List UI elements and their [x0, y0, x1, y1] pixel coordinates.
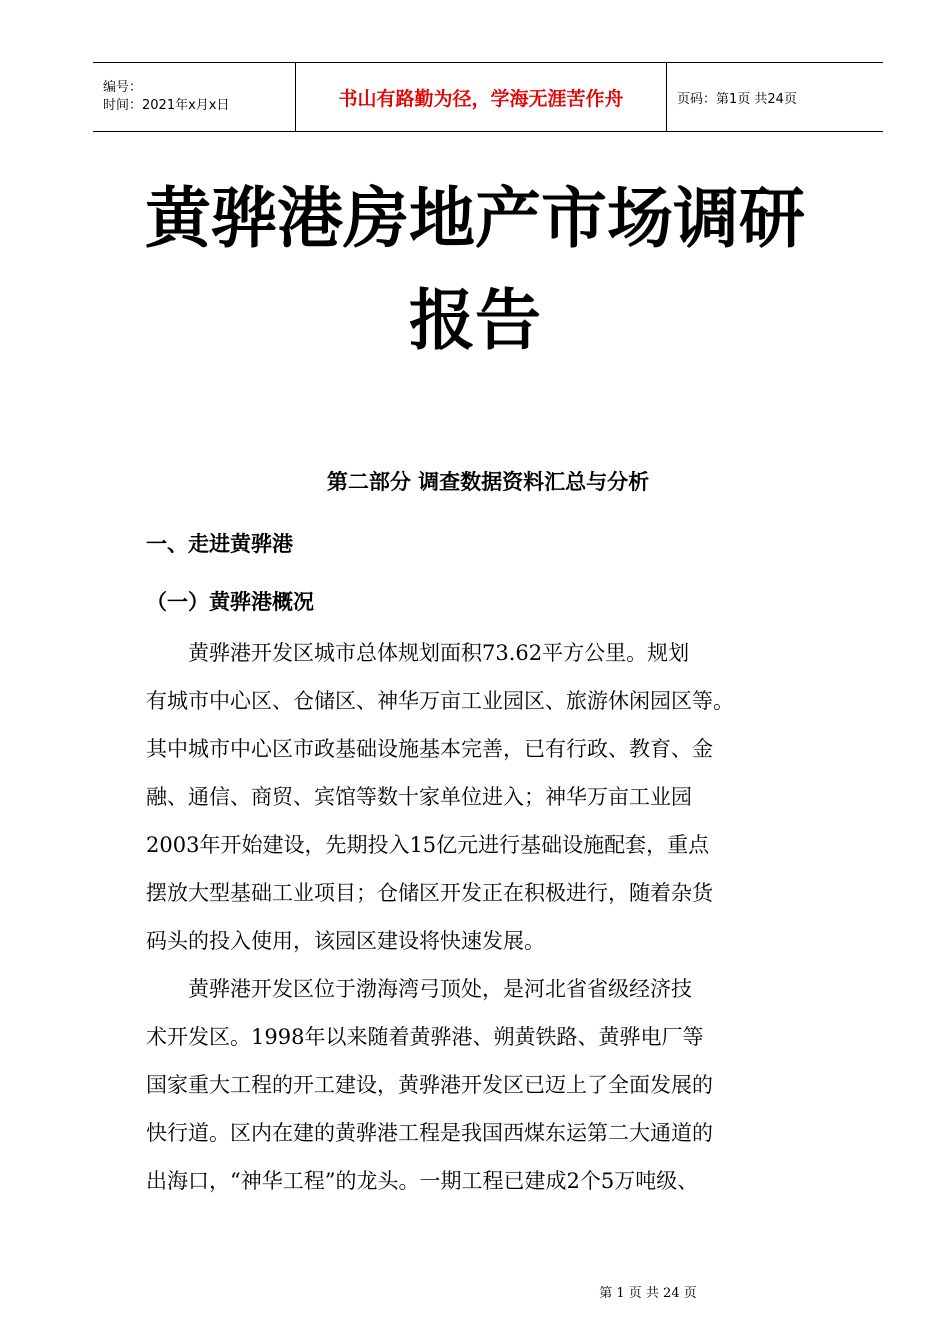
- page-footer: 第 1 页 共 24 页: [599, 1286, 697, 1301]
- paragraph-line: 其中城市中心区市政基础设施基本完善，已有行政、教育、金: [146, 737, 713, 761]
- header-page-info: [667, 63, 883, 131]
- time-label: 时间：2021年x月x日: [103, 98, 230, 113]
- title-line-2: 报告: [409, 282, 541, 359]
- title-line-1: 黄骅港房地产市场调研: [145, 180, 805, 257]
- page-header: [93, 62, 883, 132]
- paragraph-line: 融、通信、商贸、宾馆等数十家单位进入；神华万亩工业园: [146, 785, 692, 809]
- number-label: 编号：: [103, 80, 143, 95]
- paragraph-line: 术开发区。1998年以来随着黄骅港、朔黄铁路、黄骅电厂等: [146, 1025, 704, 1049]
- paragraph-line: 2003年开始建设，先期投入15亿元进行基础设施配套，重点: [146, 833, 710, 857]
- paragraph-line: 国家重大工程的开工建设，黄骅港开发区已迈上了全面发展的: [146, 1073, 713, 1097]
- header-motto: [295, 63, 667, 131]
- paragraph-line: 出海口，“神华工程”的龙头。一期工程已建成2个5万吨级、: [146, 1169, 699, 1193]
- paragraph-1: [146, 629, 846, 965]
- paragraph-line: 快行道。区内在建的黄骅港工程是我国西煤东运第二大通道的: [146, 1121, 713, 1145]
- page-info-text: 页码：第1页 共24页: [677, 91, 797, 107]
- paragraph-line: 码头的投入使用，该园区建设将快速发展。: [146, 929, 545, 953]
- heading-level-1: 一、走进黄骅港: [146, 532, 293, 556]
- document-title: [0, 168, 950, 372]
- section-title: 第二部分 调查数据资料汇总与分析: [326, 470, 650, 494]
- paragraph-line: 摆放大型基础工业项目；仓储区开发正在积极进行，随着杂货: [146, 881, 713, 905]
- header-meta: [93, 63, 295, 131]
- paragraph-line: 黄骅港开发区位于渤海湾弓顶处，是河北省省级经济技: [146, 977, 692, 1001]
- motto-text: 书山有路勤为径，学海无涯苦作舟: [338, 87, 624, 110]
- heading-level-2: （一）黄骅港概况: [146, 590, 314, 614]
- paragraph-line: 有城市中心区、仓储区、神华万亩工业园区、旅游休闲园区等。: [146, 689, 734, 713]
- paragraph-2: [146, 965, 846, 1205]
- paragraph-line: 黄骅港开发区城市总体规划面积73.62平方公里。规划: [146, 641, 690, 665]
